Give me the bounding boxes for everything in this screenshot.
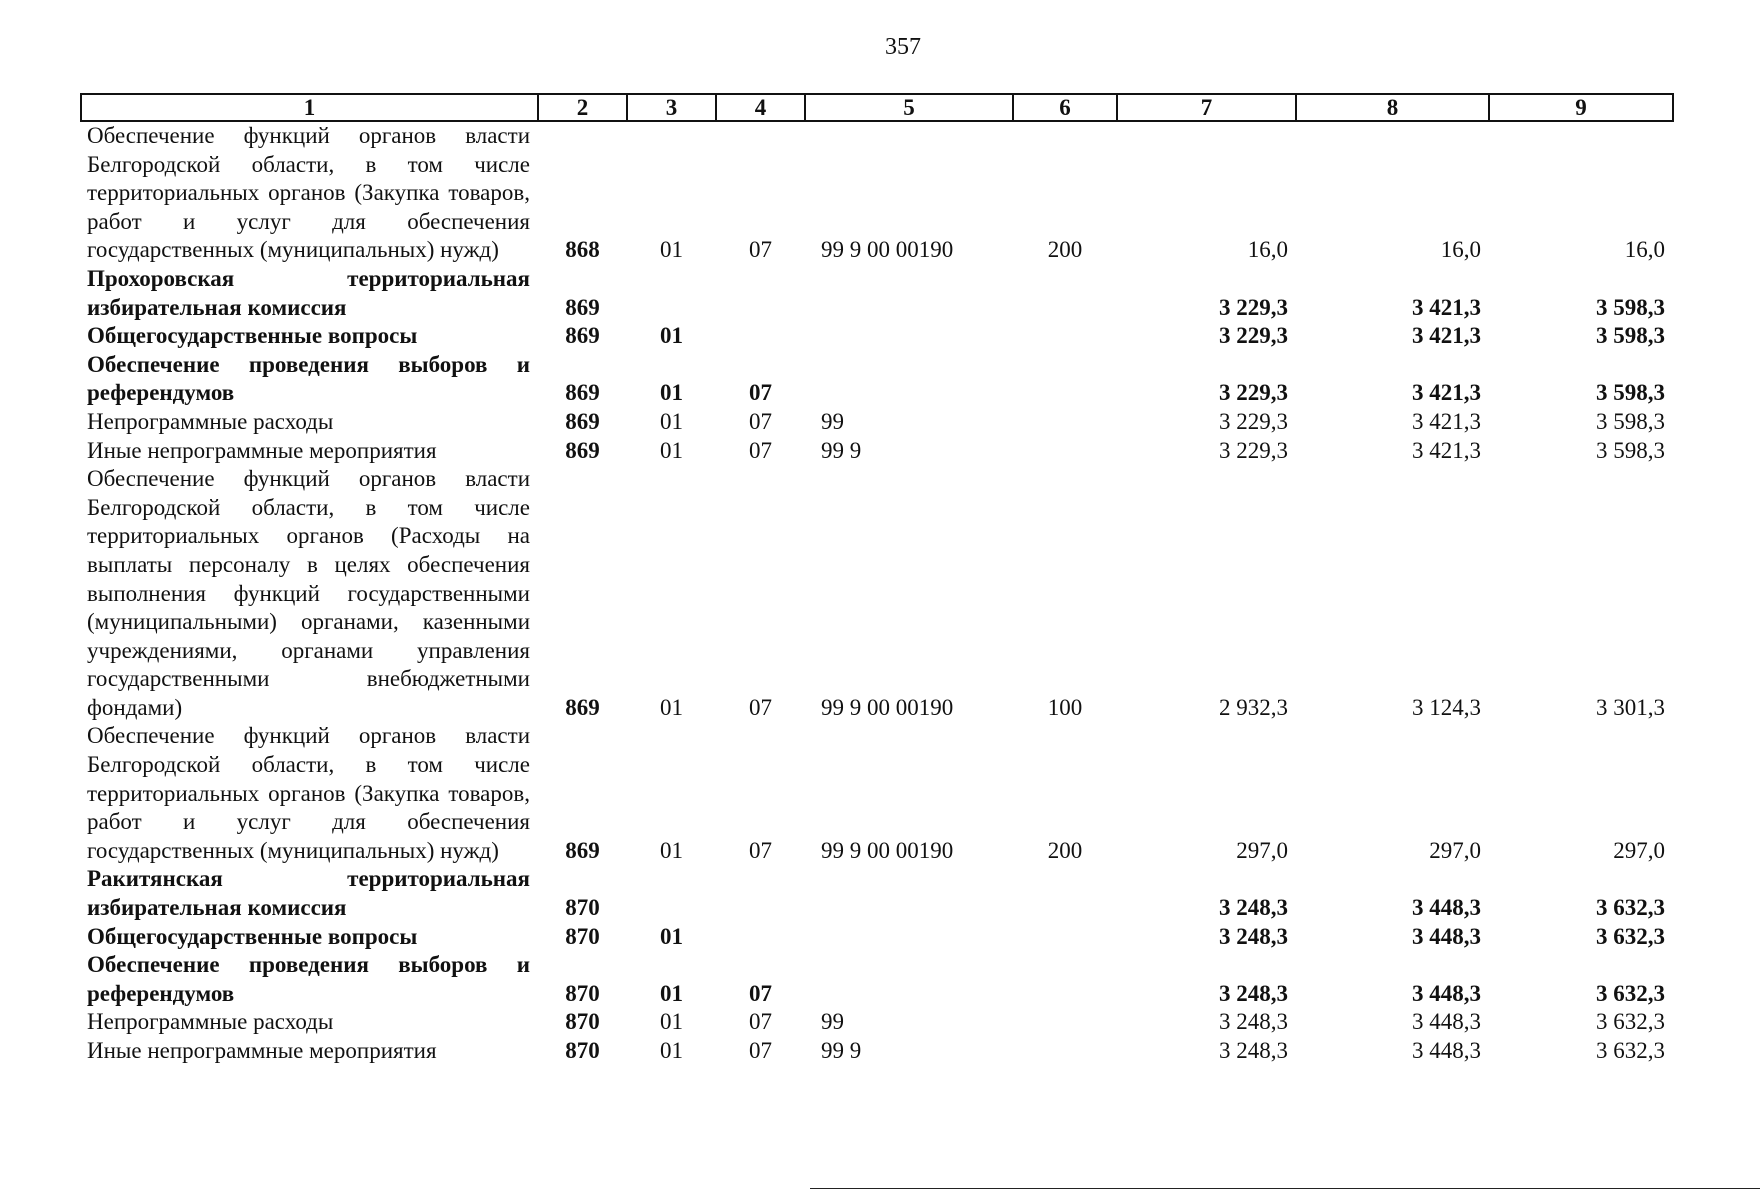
admin-code: 870 [565,923,600,949]
subsection-code: 07 [749,837,772,863]
expense-type-code [1013,1037,1117,1066]
admin-code: 869 [565,694,600,720]
admin-code: 869 [565,323,600,349]
page-number: 357 [885,34,921,60]
section-code: 01 [660,980,683,1006]
admin-code: 869 [565,294,600,320]
table-row [81,1008,1673,1037]
admin-code: 869 [565,437,600,463]
amount-year-3: 3 598,3 [1596,437,1665,463]
row-name: Обеспечение проведения выборов и референдумов [87,952,530,1006]
row-name: Иные непрограммные мероприятия [87,437,437,463]
amount-year-2: 3 421,3 [1412,437,1481,463]
row-name: Обеспечение функций органов власти Белгородской области, в том числе территориальных органов (Закупка товаров, работ и услуг для обеспечения государственных (муниципальных) нужд) [87,723,530,863]
column-header: 6 [1013,94,1117,121]
subsection-code: 07 [749,437,772,463]
admin-code: 870 [565,1038,600,1063]
subsection-code [716,865,805,922]
column-header: 4 [716,94,805,121]
amount-year-1: 3 248,3 [1219,895,1288,921]
table-row [81,951,1673,1008]
amount-year-1: 3 229,3 [1219,380,1288,406]
table-row [81,465,1673,722]
amount-year-1: 2 932,3 [1219,694,1288,720]
subsection-code [716,923,805,952]
section-code: 01 [660,1038,683,1063]
amount-year-2: 3 448,3 [1412,895,1481,921]
amount-year-2: 297,0 [1429,837,1481,863]
target-article-code: 99 [821,1009,844,1035]
admin-code: 869 [565,408,600,434]
amount-year-3: 3 598,3 [1596,408,1665,434]
row-name: Ракитянская территориальная избирательная комиссия [87,866,530,921]
target-article-code [805,322,1013,351]
admin-code: 869 [565,380,600,406]
table-row [81,722,1673,865]
amount-year-3: 3 632,3 [1596,923,1665,949]
target-article-code: 99 9 [821,1038,862,1063]
amount-year-2: 16,0 [1440,237,1481,263]
target-article-code: 99 9 00 00190 [821,837,954,863]
amount-year-2: 3 448,3 [1412,923,1481,949]
target-article-code [805,865,1013,922]
amount-year-1: 3 248,3 [1219,980,1288,1006]
admin-code: 870 [565,980,600,1006]
row-name: Непрограммные расходы [87,1009,334,1035]
row-name: Иные непрограммные мероприятия [87,1038,437,1063]
expense-type-code [1013,951,1117,1008]
expense-type-code [1013,322,1117,351]
amount-year-1: 3 229,3 [1219,294,1288,320]
table-row [81,351,1673,408]
amount-year-1: 3 229,3 [1219,323,1288,349]
subsection-code [716,265,805,322]
row-name: Обеспечение проведения выборов и референдумов [87,351,530,406]
section-code: 01 [660,694,683,720]
column-header: 7 [1117,94,1296,121]
expense-type-code [1013,865,1117,922]
column-header: 2 [538,94,627,121]
row-name: Прохоровская территориальная избирательная комиссия [87,265,530,320]
section-code [627,265,716,322]
target-article-code: 99 9 00 00190 [821,237,954,263]
bottom-divider [810,1188,1760,1189]
amount-year-2: 3 421,3 [1412,408,1481,434]
amount-year-3: 3 598,3 [1596,380,1665,406]
row-name: Общегосударственные вопросы [87,323,418,349]
amount-year-2: 3 124,3 [1412,694,1481,720]
target-article-code [805,351,1013,408]
target-article-code: 99 9 [821,437,862,463]
section-code: 01 [660,380,683,406]
subsection-code: 07 [749,980,772,1006]
expense-type-code [1013,437,1117,466]
row-name: Обеспечение функций органов власти Белгородской области, в том числе территориальных органов (Закупка товаров, работ и услуг для обеспечения государственных (муниципальных) нужд) [87,123,530,263]
expense-type-code [1013,408,1117,437]
table-row [81,408,1673,437]
subsection-code: 07 [749,1009,772,1035]
section-code: 01 [660,237,683,263]
section-code: 01 [660,323,683,349]
section-code: 01 [660,923,683,949]
target-article-code: 99 9 00 00190 [821,694,954,720]
row-name: Непрограммные расходы [87,408,334,434]
subsection-code: 07 [749,694,772,720]
amount-year-2: 3 448,3 [1412,1009,1481,1035]
column-header: 3 [627,94,716,121]
amount-year-3: 3 301,3 [1596,694,1665,720]
amount-year-2: 3 448,3 [1412,980,1481,1006]
table-row [81,865,1673,922]
admin-code: 870 [565,1009,600,1035]
amount-year-2: 3 421,3 [1412,323,1481,349]
column-header: 5 [805,94,1013,121]
amount-year-3: 3 598,3 [1596,323,1665,349]
section-code: 01 [660,437,683,463]
amount-year-3: 3 632,3 [1596,1009,1665,1035]
amount-year-1: 3 248,3 [1219,1038,1288,1063]
budget-table [80,93,1674,1066]
target-article-code [805,265,1013,322]
section-code: 01 [660,837,683,863]
table-header [81,94,1673,121]
expense-type-code [1013,923,1117,952]
table-row [81,121,1673,265]
table-body [81,121,1673,1066]
column-header: 8 [1296,94,1489,121]
table-row [81,437,1673,466]
admin-code: 869 [565,837,600,863]
amount-year-1: 16,0 [1247,237,1288,263]
subsection-code: 07 [749,380,772,406]
subsection-code: 07 [749,237,772,263]
admin-code: 870 [565,895,600,921]
amount-year-3: 3 632,3 [1596,1038,1665,1063]
amount-year-1: 3 229,3 [1219,408,1288,434]
section-code [627,865,716,922]
amount-year-1: 3 248,3 [1219,1009,1288,1035]
subsection-code: 07 [749,408,772,434]
target-article-code: 99 [821,408,844,434]
table-row [81,1037,1673,1066]
expense-type-code: 100 [1047,694,1083,720]
amount-year-1: 3 229,3 [1219,437,1288,463]
amount-year-3: 3 632,3 [1596,980,1665,1006]
row-name: Обеспечение функций органов власти Белгородской области, в том числе территориальных органов (Расходы на выплаты персоналу в целях обеспечения выполнения функций государственными (муниципальными) органами, казенными учреждениями, органами управления государственными внебюджетными фондами) [87,466,530,720]
amount-year-1: 3 248,3 [1219,923,1288,949]
section-code: 01 [660,1009,683,1035]
amount-year-3: 297,0 [1613,837,1665,863]
expense-type-code [1013,1008,1117,1037]
table-row [81,265,1673,322]
column-header: 9 [1489,94,1673,121]
expense-type-code [1013,265,1117,322]
admin-code: 868 [565,237,600,263]
target-article-code [805,923,1013,952]
expense-type-code [1013,351,1117,408]
amount-year-3: 3 598,3 [1596,294,1665,320]
subsection-code [716,322,805,351]
amount-year-2: 3 421,3 [1412,380,1481,406]
table-row [81,322,1673,351]
column-header: 1 [81,94,538,121]
target-article-code [805,951,1013,1008]
amount-year-3: 3 632,3 [1596,895,1665,921]
subsection-code: 07 [749,1038,772,1063]
row-name: Общегосударственные вопросы [87,923,418,949]
table-row [81,923,1673,952]
expense-type-code: 200 [1047,837,1083,863]
amount-year-2: 3 421,3 [1412,294,1481,320]
amount-year-3: 16,0 [1624,237,1665,263]
section-code: 01 [660,408,683,434]
amount-year-2: 3 448,3 [1412,1038,1481,1063]
amount-year-1: 297,0 [1236,837,1288,863]
header-row [81,94,1673,121]
expense-type-code: 200 [1047,237,1083,263]
